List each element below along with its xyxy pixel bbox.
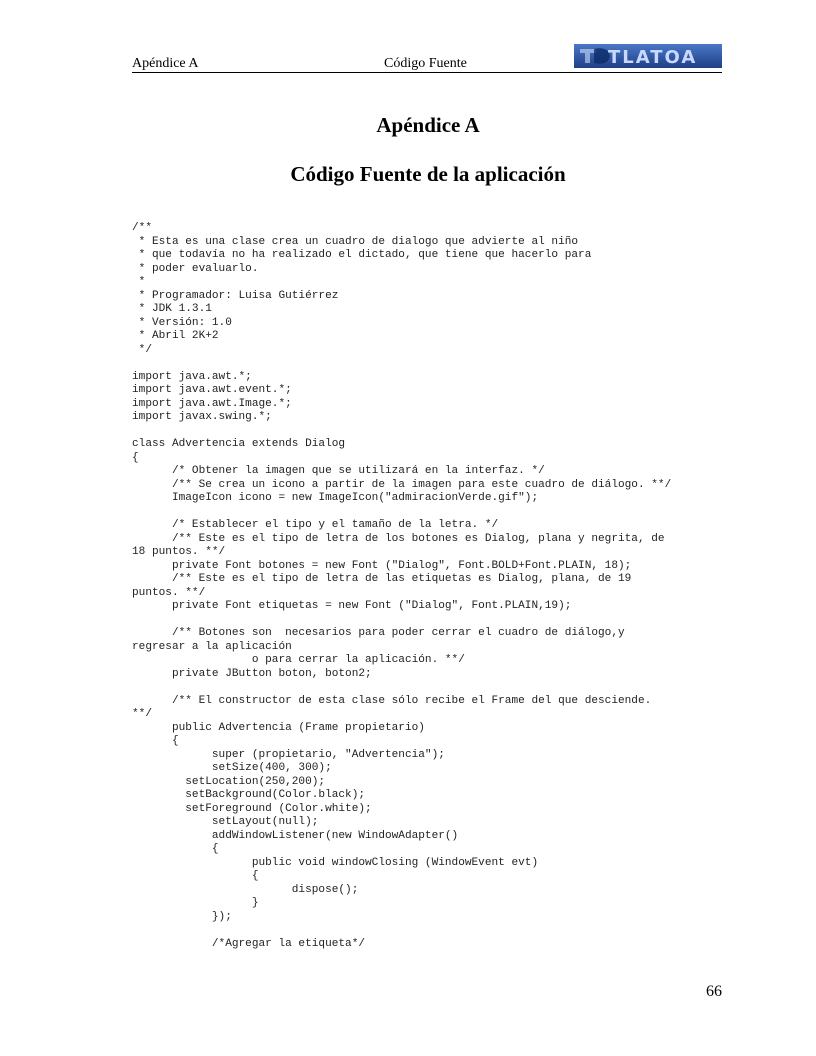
svg-text:TLATOA: TLATOA (608, 47, 698, 68)
page-header (132, 47, 722, 72)
appendix-title: Apéndice A (376, 113, 480, 137)
header-rule (132, 72, 722, 73)
header-section: Código Fuente (384, 56, 467, 71)
tlatoa-logo (574, 44, 722, 68)
appendix-subtitle: Código Fuente de la aplicación (290, 162, 566, 186)
page-number: 66 (706, 983, 722, 1000)
header-chapter: Apéndice A (132, 56, 199, 71)
source-code-listing: /** * Esta es una clase crea un cuadro de dialogo que advierte al niño * que todavía no ha realizado el dictado, que tiene que hacerlo para * poder evaluarlo. * * Programador: Luisa Gutiérrez * JDK 1.3.1 * Versión: 1.0 * Abril 2K+2 */ import java.awt.*; import java.awt.event.*; import java.awt.Image.*; import javax.swing.*; class Advertencia extends Dialog { /* Obtener la imagen que se utilizará en la interfaz. */ /** Se crea un icono a partir de la imagen para este cuadro de diálogo. **/ ImageIcon icono = new ImageIcon("admiracionVerde.gif"); /* Establecer el tipo y el tamaño de la letra. */ /** Este es el tipo de letra de los botones es Dialog, plana y negrita, de 18 puntos. **/ private Font botones = new Font ("Dialog", Font.BOLD+Font.PLAIN, 18); /** Este es el tipo de letra de las etiquetas es Dialog, plana, de 19 puntos. **/ private Font etiquetas = new Font ("Dialog", Font.PLAIN,19); /** Botones son necesarios para poder cerrar el cuadro de diálogo,y regresar a la aplicación o para cerrar la aplicación. **/ private JButton boton, boton2; /** El constructor de esta clase sólo recibe el Frame del que desciende. **/ public Advertencia (Frame propietario) { super (propietario, "Advertencia"); setSize(400, 300); setLocation(250,200); setBackground(Color.black); setForeground (Color.white); setLayout(null); addWindowListener(new WindowAdapter() { public void windowClosing (WindowEvent evt) { dispose(); } }); /*Agregar la etiqueta*/ (132, 222, 672, 950)
